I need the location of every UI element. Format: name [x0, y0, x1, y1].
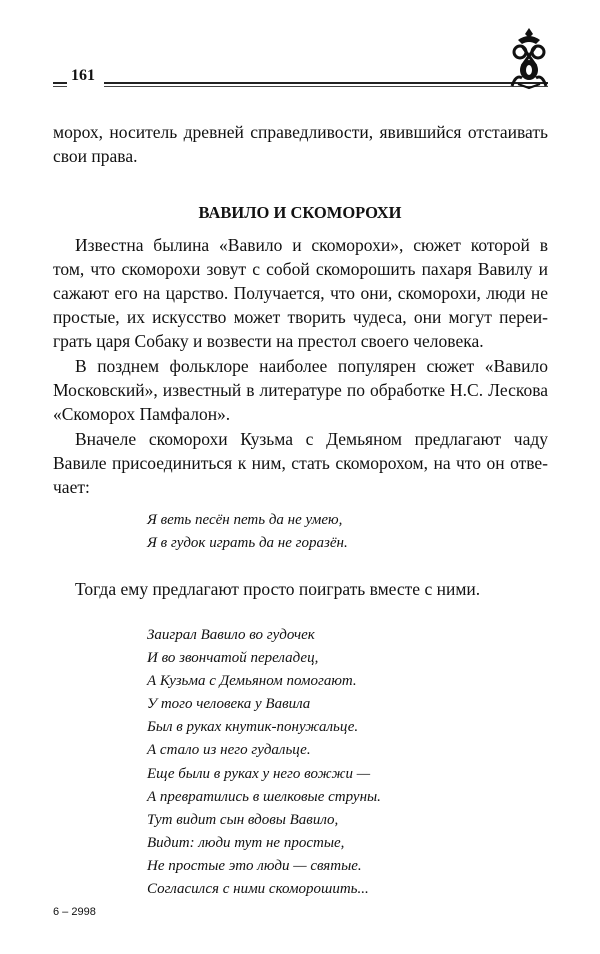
signature-mark: 6 – 2998: [53, 906, 96, 918]
ornament-icon: [506, 26, 552, 90]
text-line: «Скоморох Памфалон».: [53, 404, 231, 424]
verse-line: Не простые это люди — святые.: [147, 858, 362, 874]
text-line: чает:: [53, 477, 90, 497]
verse-line: А Кузьма с Демьяном помогают.: [147, 673, 357, 689]
header-rule-left-thin: [53, 86, 67, 87]
text-line: морох, носитель древней справедливости, явившийся отстаивать: [53, 122, 548, 142]
verse-line: Я веть песён петь да не умею,: [147, 512, 343, 528]
verse-line: А превратились в шелковые струны.: [147, 789, 381, 805]
verse-line: Я в гудок играть да не горазён.: [147, 535, 348, 551]
verse-line: Согласился с ними скоморошить...: [147, 881, 369, 897]
text-line: том, что скоморохи зовут с собой скоморошить пахаря Вавилу и: [53, 259, 548, 279]
header-rule: [104, 82, 548, 84]
verse-line: Заиграл Вавило во гудочек: [147, 627, 315, 643]
text-line: В позднем фольклоре наиболее популярен сюжет «Вавило: [75, 356, 548, 376]
verse-line: Был в руках кнутик-понужальце.: [147, 719, 359, 735]
text-line: сажают его на царство. Получается, что они, скоморохи, люди не: [53, 283, 548, 303]
text-line: простые, их искусство может творить чудеса, они могут переи-: [53, 307, 548, 327]
text-line: Вавиле присоединиться к ним, стать скоморохом, на что он отве-: [53, 453, 548, 473]
text-line: Известна былина «Вавило и скоморохи», сюжет которой в: [75, 235, 548, 255]
verse-line: Еще были в руках у него вожжи —: [147, 766, 371, 782]
text-line: Вначеле скоморохи Кузьма с Демьяном предлагают чаду: [75, 429, 548, 449]
text-line: Тогда ему предлагают просто поиграть вместе с ними.: [75, 579, 481, 599]
verse-line: И во звончатой переладец,: [147, 650, 319, 666]
page-number: 161: [71, 67, 95, 84]
text-line: Московский», известный в литературе по обработке Н.С. Лескова: [53, 380, 548, 400]
header-rule-left: [53, 82, 67, 84]
verse-line: Видит: люди тут не простые,: [147, 835, 345, 851]
verse-line: У того человека у Вавила: [147, 696, 311, 712]
verse-line: Тут видит сын вдовы Вавило,: [147, 812, 339, 828]
verse-line: А стало из него гудальце.: [147, 742, 311, 758]
header-rule-thin: [104, 86, 548, 87]
text-line: грать царя Собаку и возвести на престол своего человека.: [53, 331, 484, 351]
section-heading: ВАВИЛО И СКОМОРОХИ: [198, 203, 402, 222]
text-line: свои права.: [53, 146, 138, 166]
